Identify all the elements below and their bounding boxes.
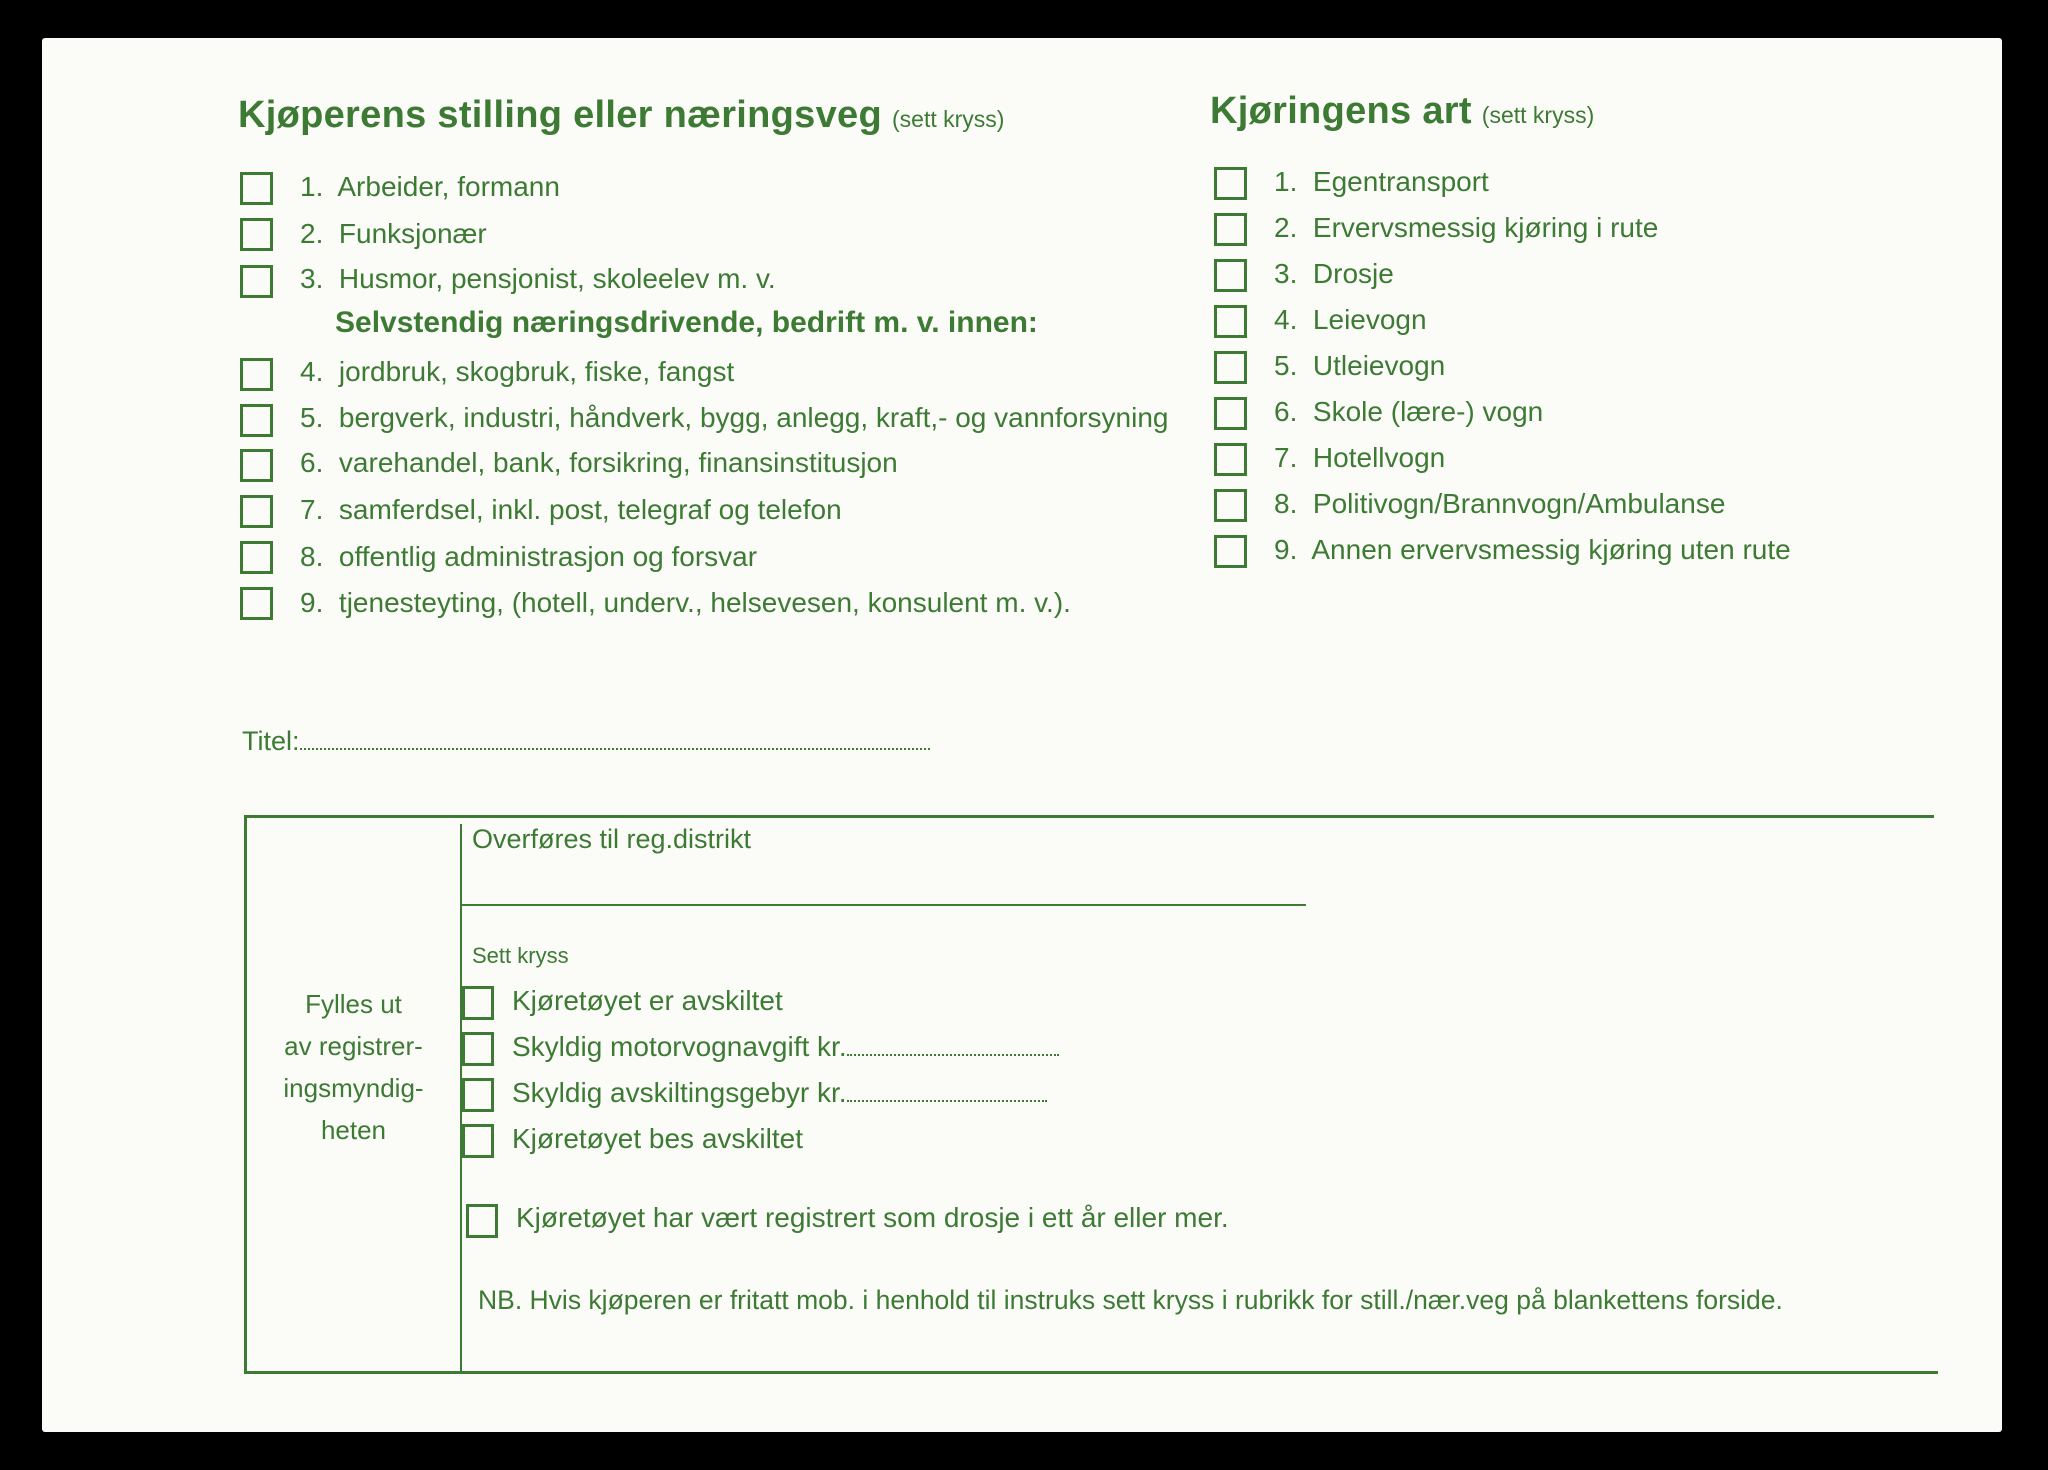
checkbox-plate-fee-owed[interactable] <box>462 1078 494 1112</box>
checkbox-taxi-one-year[interactable] <box>466 1204 498 1238</box>
item-label: Funksjonær <box>338 218 487 249</box>
checkbox-driving-9[interactable] <box>1214 535 1247 568</box>
titel-field[interactable] <box>242 726 930 757</box>
item-number: 1. <box>300 171 324 202</box>
item-label: Hotellvogn <box>1312 442 1446 473</box>
driving-item-8 <box>1274 488 1725 520</box>
driving-item-5 <box>1274 350 1445 382</box>
registry-side-label <box>247 983 460 1151</box>
item-number: 7. <box>300 494 324 525</box>
buyer-occupation-note: (sett kryss) <box>892 106 1005 132</box>
item-label: Annen ervervsmessig kjøring uten rute <box>1311 534 1791 565</box>
titel-label: Titel: <box>242 726 300 756</box>
plate-fee-amount-line[interactable] <box>847 1099 1047 1102</box>
occupation-item-9 <box>300 587 1071 619</box>
item-number: 5. <box>300 402 324 433</box>
occupation-item-7 <box>300 494 842 526</box>
item-label: samferdsel, inkl. post, telegraf og telefon <box>338 494 842 525</box>
checkbox-driving-2[interactable] <box>1214 213 1247 246</box>
item-label: Skole (lære-) vogn <box>1312 396 1544 427</box>
checkbox-driving-1[interactable] <box>1214 167 1247 200</box>
checkbox-occupation-5[interactable] <box>240 404 273 437</box>
check-label-request-deregistration: Kjøretøyet bes avskiltet <box>512 1123 803 1154</box>
form-sheet <box>42 38 2002 1432</box>
checkbox-occupation-6[interactable] <box>240 449 273 482</box>
registry-box-top-border <box>244 815 1934 818</box>
item-label: jordbruk, skogbruk, fiske, fangst <box>338 356 735 387</box>
checkbox-occupation-8[interactable] <box>240 541 273 574</box>
side-label-line: Fylles ut <box>305 989 402 1019</box>
item-number: 9. <box>1274 534 1298 565</box>
occupation-item-2 <box>300 218 487 250</box>
check-label-taxi-one-year: Kjøretøyet har vært registrert som drosje i ett år eller mer. <box>516 1202 1229 1233</box>
driving-item-6 <box>1274 396 1543 428</box>
item-number: 2. <box>1274 212 1298 243</box>
titel-dotted-line <box>300 747 930 750</box>
checkbox-driving-4[interactable] <box>1214 305 1247 338</box>
driving-type-heading <box>1210 90 1594 133</box>
item-label: Arbeider, formann <box>337 171 560 202</box>
self-employed-subheading: Selvstendig næringsdrivende, bedrift m. v. innen: <box>335 306 1038 339</box>
item-number: 4. <box>1274 304 1298 335</box>
item-label: offentlig administrasjon og forsvar <box>338 541 758 572</box>
check-label-vehicle-tax-owed <box>512 1031 1059 1063</box>
checkbox-occupation-7[interactable] <box>240 495 273 528</box>
checkbox-driving-3[interactable] <box>1214 259 1247 292</box>
driving-item-3 <box>1274 258 1394 290</box>
item-label: Leievogn <box>1312 304 1427 335</box>
occupation-item-4 <box>300 356 734 388</box>
checkbox-driving-5[interactable] <box>1214 351 1247 384</box>
item-number: 6. <box>1274 396 1298 427</box>
item-number: 5. <box>1274 350 1298 381</box>
checkbox-driving-6[interactable] <box>1214 397 1247 430</box>
checkbox-vehicle-tax-owed[interactable] <box>462 1032 494 1066</box>
side-label-line: av registrer- <box>284 1031 423 1061</box>
driving-item-1 <box>1274 166 1489 198</box>
driving-item-7 <box>1274 442 1445 474</box>
checkbox-request-deregistration[interactable] <box>462 1124 494 1158</box>
item-label: Utleievogn <box>1312 350 1446 381</box>
checkbox-occupation-2[interactable] <box>240 218 273 251</box>
item-label: Ervervsmessig kjøring i rute <box>1312 212 1659 243</box>
occupation-item-5 <box>300 402 1169 434</box>
checkbox-occupation-1[interactable] <box>240 172 273 205</box>
occupation-item-1 <box>300 171 560 203</box>
sett-kryss-label: Sett kryss <box>472 943 569 968</box>
nb-note: NB. Hvis kjøperen er fritatt mob. i henhold til instruks sett kryss i rubrikk for still./nær.veg på blankettens forside. <box>478 1285 1783 1315</box>
item-number: 2. <box>300 218 324 249</box>
checkbox-driving-8[interactable] <box>1214 489 1247 522</box>
item-label: Politivogn/Brannvogn/Ambulanse <box>1312 488 1726 519</box>
item-number: 6. <box>300 447 324 478</box>
item-label: Husmor, pensjonist, skoleelev m. v. <box>338 263 776 294</box>
item-number: 8. <box>1274 488 1298 519</box>
check-label-deregistered: Kjøretøyet er avskiltet <box>512 985 783 1016</box>
item-number: 9. <box>300 587 324 618</box>
driving-item-9 <box>1274 534 1791 566</box>
driving-type-title: Kjøringens art <box>1210 90 1472 132</box>
item-label: varehandel, bank, forsikring, finansinstitusjon <box>338 447 898 478</box>
driving-type-note: (sett kryss) <box>1481 102 1595 128</box>
check-label-plate-fee-owed <box>512 1077 1047 1109</box>
item-label: tjenesteyting, (hotell, underv., helsevesen, konsulent m. v.). <box>338 587 1071 618</box>
vehicle-tax-amount-line[interactable] <box>847 1053 1059 1056</box>
transfer-district-label: Overføres til reg.distrikt <box>472 824 752 854</box>
item-number: 1. <box>1274 166 1298 197</box>
buyer-occupation-heading <box>238 94 1004 137</box>
item-label: Drosje <box>1312 258 1394 289</box>
plate-fee-label: Skyldig avskiltingsgebyr kr. <box>512 1077 847 1108</box>
item-number: 7. <box>1274 442 1298 473</box>
vehicle-tax-label: Skyldig motorvognavgift kr. <box>512 1031 847 1062</box>
occupation-item-8 <box>300 541 757 573</box>
occupation-item-6 <box>300 447 898 479</box>
checkbox-driving-7[interactable] <box>1214 443 1247 476</box>
driving-item-2 <box>1274 212 1658 244</box>
item-number: 8. <box>300 541 324 572</box>
item-number: 3. <box>300 263 324 294</box>
checkbox-occupation-3[interactable] <box>240 265 273 298</box>
item-number: 3. <box>1274 258 1298 289</box>
checkbox-occupation-4[interactable] <box>240 358 273 391</box>
buyer-occupation-title: Kjøperens stilling eller næringsveg <box>238 94 882 136</box>
item-number: 4. <box>300 356 324 387</box>
transfer-district-line[interactable] <box>460 904 1306 906</box>
checkbox-occupation-9[interactable] <box>240 587 273 620</box>
checkbox-deregistered[interactable] <box>462 986 494 1020</box>
driving-item-4 <box>1274 304 1427 336</box>
registry-box-bottom-border <box>244 1371 1938 1374</box>
occupation-item-3 <box>300 263 776 295</box>
side-label-line: heten <box>320 1115 387 1145</box>
item-label: Egentransport <box>1312 166 1489 197</box>
side-label-line: ingsmyndig- <box>283 1073 424 1103</box>
item-label: bergverk, industri, håndverk, bygg, anlegg, kraft,- og vannforsyning <box>338 402 1169 433</box>
